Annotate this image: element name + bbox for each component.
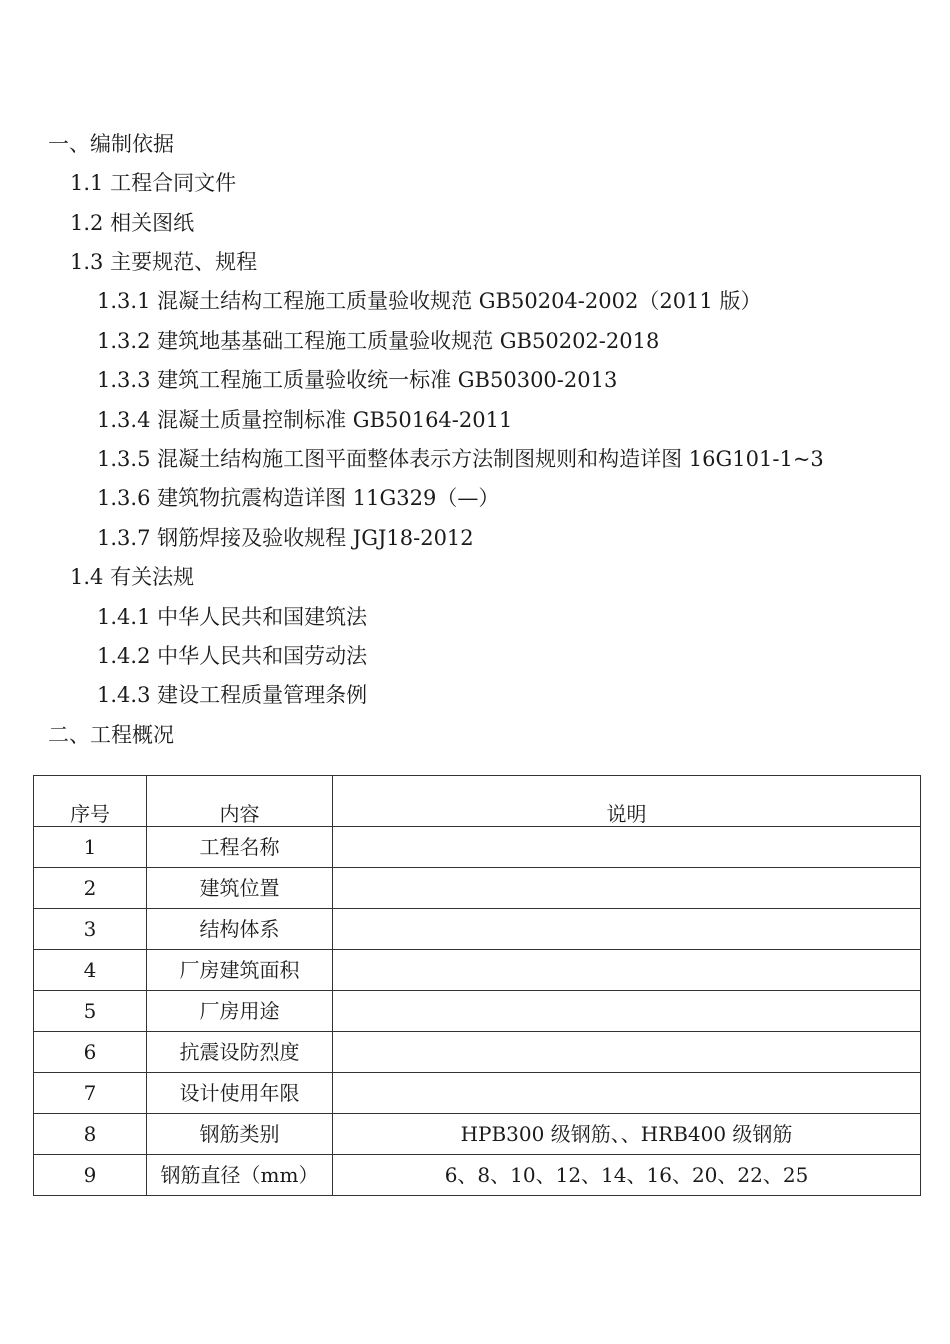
clause: 1.3.7 钢筋焊接及验收规程 JGJ18-2012 [97,526,474,550]
cell-content: 抗震设防烈度 [147,1032,333,1073]
cell-content: 结构体系 [147,909,333,950]
table-row [34,1114,921,1155]
cell-content: 工程名称 [147,827,333,868]
table-row [34,950,921,991]
cell-content: 钢筋类别 [147,1114,333,1155]
cell-description [333,991,921,1032]
clause: 1.4.3 建设工程质量管理条例 [97,683,368,707]
clause: 1.3.2 建筑地基基础工程施工质量验收规范 GB50202-2018 [97,329,660,353]
table-row [34,991,921,1032]
cell-description: 6、8、10、12、14、16、20、22、25 [333,1155,921,1196]
cell-index: 9 [34,1155,147,1196]
clause: 1.3.3 建筑工程施工质量验收统一标准 GB50300-2013 [97,368,618,392]
cell-index: 6 [34,1032,147,1073]
table-header-row [34,776,921,827]
table-row [34,1155,921,1196]
cell-description: HPB300 级钢筋、、HRB400 级钢筋 [333,1114,921,1155]
cell-content: 钢筋直径（mm） [147,1155,333,1196]
cell-description [333,868,921,909]
clause: 1.4.1 中华人民共和国建筑法 [97,605,368,629]
subsection: 1.4 有关法规 [70,565,195,589]
cell-index: 7 [34,1073,147,1114]
cell-index: 3 [34,909,147,950]
cell-index: 2 [34,868,147,909]
cell-description [333,909,921,950]
table-row [34,1073,921,1114]
cell-index: 4 [34,950,147,991]
cell-description [333,1073,921,1114]
cell-content: 厂房建筑面积 [147,950,333,991]
subsection: 1.2 相关图纸 [70,211,195,235]
header-content: 内容 [147,776,333,827]
clause: 1.3.5 混凝土结构施工图平面整体表示方法制图规则和构造详图 16G101-1~3 [97,447,824,471]
project-overview-table [33,775,921,1196]
clause: 1.3.4 混凝土质量控制标准 GB50164-2011 [97,408,513,432]
cell-content: 设计使用年限 [147,1073,333,1114]
cell-index: 8 [34,1114,147,1155]
clause: 1.4.2 中华人民共和国劳动法 [97,644,368,668]
clause: 1.3.1 混凝土结构工程施工质量验收规范 GB50204-2002（2011 版） [97,289,762,313]
section-heading: 二、工程概况 [48,723,174,747]
cell-description [333,1032,921,1073]
cell-index: 5 [34,991,147,1032]
clause: 1.3.6 建筑物抗震构造详图 11G329（—） [97,486,500,510]
header-index: 序号 [34,776,147,827]
header-description: 说明 [333,776,921,827]
cell-description [333,827,921,868]
subsection: 1.1 工程合同文件 [70,171,237,195]
section-heading: 一、编制依据 [48,132,174,156]
cell-content: 厂房用途 [147,991,333,1032]
table-row [34,868,921,909]
cell-index: 1 [34,827,147,868]
subsection: 1.3 主要规范、规程 [70,250,258,274]
table-row [34,827,921,868]
cell-description [333,950,921,991]
table-row [34,1032,921,1073]
cell-content: 建筑位置 [147,868,333,909]
table-row [34,909,921,950]
